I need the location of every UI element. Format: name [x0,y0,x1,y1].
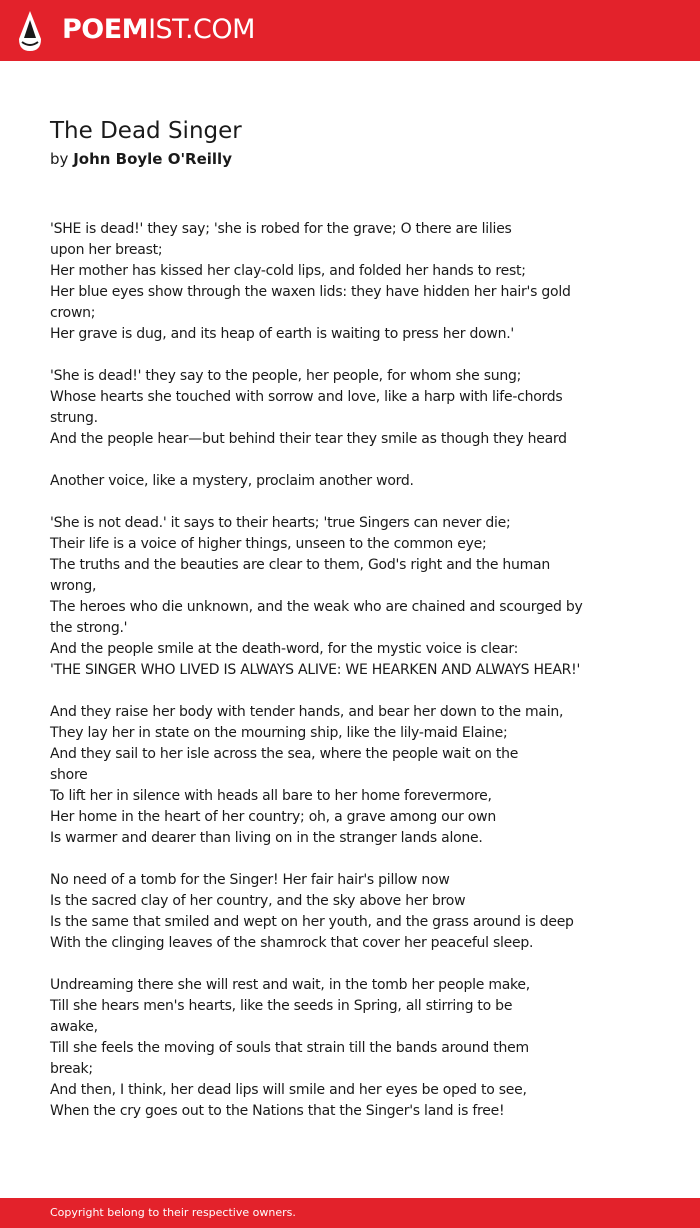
poem-line: crown; [50,305,96,321]
poem-line: upon her breast; [50,242,163,258]
copyright-text: Copyright belong to their respective owners. [50,1206,296,1219]
poem-line: 'She is dead!' they say to the people, her people, for whom she sung; [50,368,522,384]
poem-stanza [50,366,610,450]
poem-line: Is the sacred clay of her country, and the sky above her brow [50,893,466,909]
poem-line: And then, I think, her dead lips will smile and her eyes be oped to see, [50,1082,527,1098]
poem-line: Her mother has kissed her clay-cold lips, and folded her hands to rest; [50,263,526,279]
author-name: John Boyle O'Reilly [73,150,232,168]
poem-line: Another voice, like a mystery, proclaim another word. [50,473,414,489]
site-header [0,0,700,61]
poem-line: shore [50,767,88,783]
poem-line: No need of a tomb for the Singer! Her fair hair's pillow now [50,872,450,888]
logo-light-text: IST.COM [148,14,255,45]
poem-line: break; [50,1061,93,1077]
poem-line: The heroes who die unknown, and the weak who are chained and scourged by [50,599,583,615]
poem-line: When the cry goes out to the Nations that the Singer's land is free! [50,1103,505,1119]
poem-line: Till she feels the moving of souls that strain till the bands around them [50,1040,529,1056]
poem-line: Her grave is dug, and its heap of earth is waiting to press her down.' [50,326,515,342]
poem-line: Is warmer and dearer than living on in the stranger lands alone. [50,830,483,846]
poem-line: Till she hears men's hearts, like the seeds in Spring, all stirring to be [50,998,513,1014]
poem-line: Undreaming there she will rest and wait, in the tomb her people make, [50,977,530,993]
poem-line: And the people hear—but behind their tear they smile as though they heard [50,431,567,447]
by-label: by [50,150,69,168]
poem-stanza [50,702,610,849]
site-footer [0,1198,700,1228]
poem-line: Whose hearts she touched with sorrow and love, like a harp with life-chords [50,389,563,405]
poem-body [50,219,610,1143]
poem-line: With the clinging leaves of the shamrock that cover her peaceful sleep. [50,935,534,951]
poem-stanza [50,219,610,345]
poem-line: Her home in the heart of her country; oh, a grave among our own [50,809,496,825]
poem-stanza [50,513,610,681]
site-logo[interactable] [62,13,255,47]
poem-line: To lift her in silence with heads all bare to her home forevermore, [50,788,492,804]
poem-line: Her blue eyes show through the waxen lids: they have hidden her hair's gold [50,284,571,300]
pencil-tip-icon[interactable] [18,10,42,52]
poem-line: Is the same that smiled and wept on her youth, and the grass around is deep [50,914,574,930]
poem-line: strung. [50,410,98,426]
byline [50,149,232,169]
poem-stanza [50,870,610,954]
poem-line: 'THE SINGER WHO LIVED IS ALWAYS ALIVE: WE HEARKEN AND ALWAYS HEAR!' [50,662,581,678]
logo-bold-text: POEM [62,14,149,45]
poem-title: The Dead Singer [50,118,242,144]
poem-line: The truths and the beauties are clear to them, God's right and the human [50,557,550,573]
poem-stanza [50,471,610,492]
poem-line: wrong, [50,578,97,594]
poem-line: awake, [50,1019,98,1035]
poem-line: Their life is a voice of higher things, unseen to the common eye; [50,536,487,552]
poem-line: the strong.' [50,620,128,636]
poem-line: And they sail to her isle across the sea, where the people wait on the [50,746,519,762]
poem-stanza [50,975,610,1122]
poem-line: 'She is not dead.' it says to their hearts; 'true Singers can never die; [50,515,511,531]
poem-line: 'SHE is dead!' they say; 'she is robed for the grave; O there are lilies [50,221,512,237]
poem-line: They lay her in state on the mourning ship, like the lily-maid Elaine; [50,725,508,741]
poem-line: And they raise her body with tender hands, and bear her down to the main, [50,704,564,720]
poem-line: And the people smile at the death-word, for the mystic voice is clear: [50,641,519,657]
